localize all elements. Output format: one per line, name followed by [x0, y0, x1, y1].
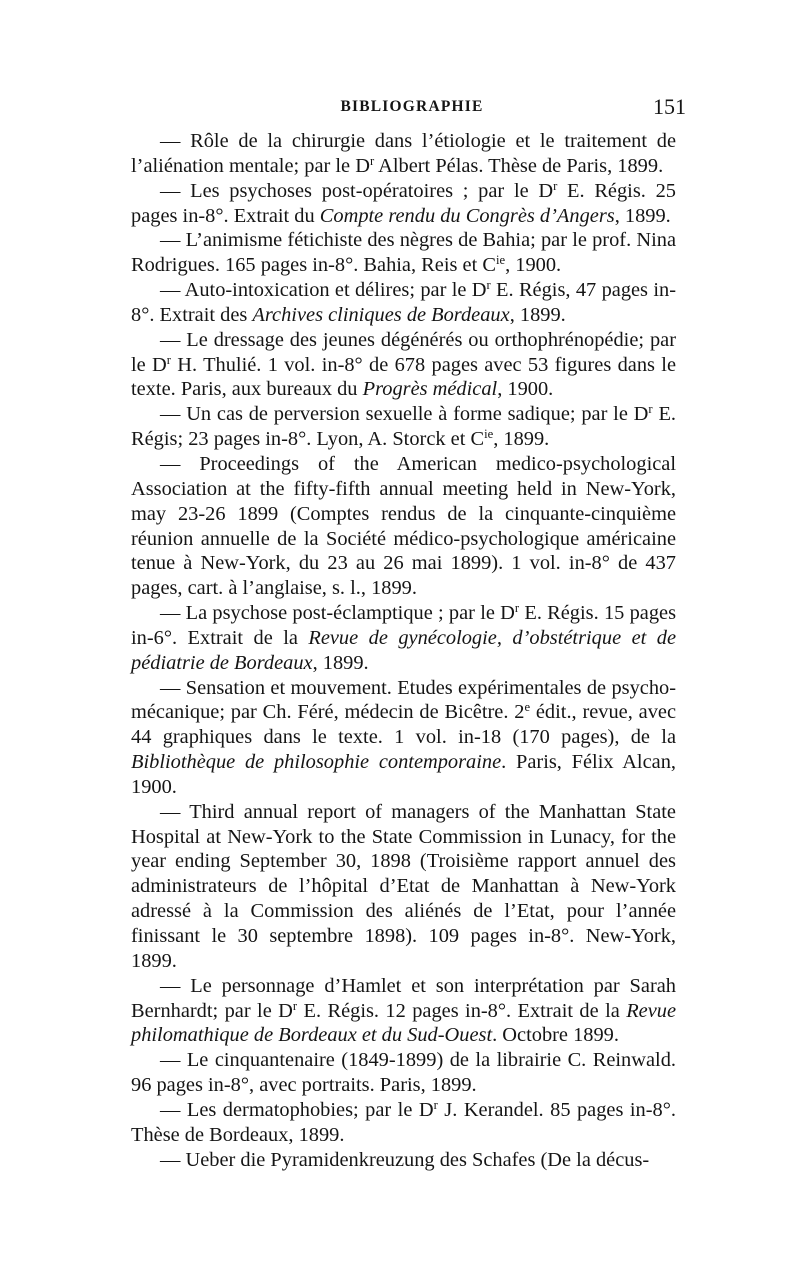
- bibliography-list: [131, 129, 676, 1172]
- bibliography-entry: — Ueber die Pyramidenkreuzung des Schafes (De la décus-: [160, 1148, 650, 1171]
- running-head: [138, 96, 686, 126]
- bibliography-entry: — Le personnage d’Hamlet et son interprétation par Sarah Bernhardt; par le $D^r$ E. Régis. 12 pages in-8°. Extrait de la Revue philomathique de Bordeaux et du Sud-Ouest. Octobre 1899.: [131, 974, 677, 1047]
- bibliography-entry: — Les dermatophobies; par le $D^r$ J. Kerandel. 85 pages in-8°. Thèse de Bordeaux, 1899.: [131, 1097, 676, 1146]
- bibliography-entry: — Les psychoses post-opératoires ; par le $D^r$ E. Régis. 25 pages in-8°. Extrait du Compte rendu du Congrès d’Angers, 1899.: [131, 178, 676, 227]
- bibliography-entry: — Sensation et mouvement. Etudes expérimentales de psycho-mécanique; par Ch. Féré, médecin de Bicêtre. 2e édit., revue, avec 44 graphiques dans le texte. 1 vol. in-18 (170 pages), de la Bibliothèque de philosophie contemporaine. Paris, Félix Alcan, 1900.: [131, 676, 676, 798]
- bibliography-entry: — Auto-intoxication et délires; par le $D^r$ E. Régis, 47 pages in-8°. Extrait des Archives cliniques de Bordeaux, 1899.: [131, 278, 676, 326]
- bibliography-entry: — Le dressage des jeunes dégénérés ou orthophrénopédie; par le $D^r$ H. Thulié. 1 vol. in-8° de 678 pages avec 53 figures dans le texte. Paris, aux bureaux du Progrès médical, 1900.: [131, 328, 676, 401]
- bibliography-entry: — Proceedings of the American medico-psychological Association at the fifty-fifth annual meeting held in New-York, may 23-26 1899 (Comptes rendus de la cinquante-cinquième réunion annuelle de la Société médico-psychologique américaine tenue à New-York, du 23 au 26 mai 1899). 1 vol. in-8° de 437 pages, cart. à l’anglaise, s. l., 1899.: [131, 452, 676, 600]
- bibliography-entry: — Rôle de la chirurgie dans l’étiologie et le traitement de l’aliénation mentale; par le $D^r$ Albert Pélas. Thèse de Paris, 1899.: [131, 130, 676, 177]
- bibliography-entry: — La psychose post-éclamptique ; par le $D^r$ E. Régis. 15 pages in-6°. Extrait de la Revue de gynécologie, d’obstétrique et de pédiatrie de Bordeaux, 1899.: [131, 601, 676, 674]
- page-number: 151: [653, 94, 686, 119]
- bibliography-entry: — L’animisme fétichiste des nègres de Bahia; par le prof. Nina Rodrigues. 165 pages in-8°. Bahia, Reis et $C^{ie}$, 1900.: [131, 229, 676, 277]
- running-title: BIBLIOGRAPHIE: [340, 98, 484, 115]
- bibliography-entry: — Third annual report of managers of the Manhattan State Hospital at New-York to the State Commission in Lunacy, for the year ending September 30, 1898 (Troisième rapport annuel des administrateurs de l’hôpital d’Etat de Manhattan à New-York adressé à la Commission des aliénés de l’Etat, pour l’année finissant le 30 septembre 1898). 109 pages in-8°. New-York, 1899.: [131, 800, 676, 972]
- bibliography-entry: — Un cas de perversion sexuelle à forme sadique; par le $D^r$ E. Régis; 23 pages in-8°. Lyon, A. Storck et $C^{ie}$, 1899.: [131, 402, 676, 451]
- bibliography-entry: — Le cinquantenaire (1849-1899) de la librairie C. Reinwald. 96 pages in-8°, avec portraits. Paris, 1899.: [131, 1049, 676, 1097]
